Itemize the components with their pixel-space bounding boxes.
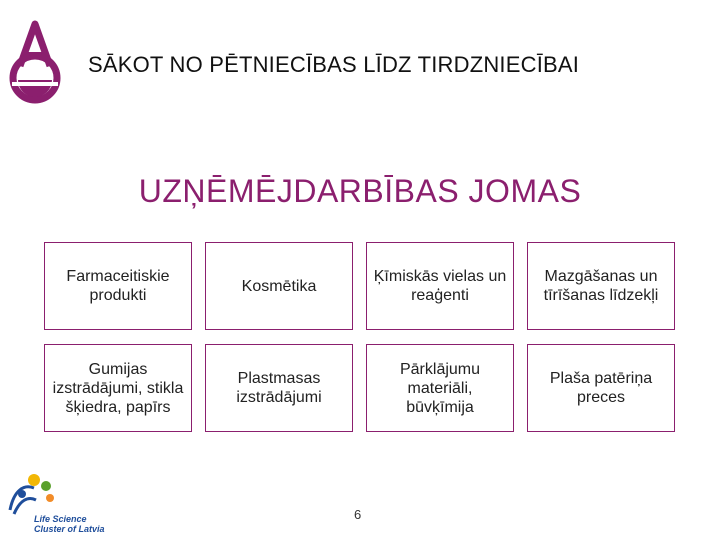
category-box-coatings [366, 344, 514, 432]
cluster-logo-text [34, 514, 105, 534]
category-box-pharmaceuticals [44, 242, 192, 330]
cluster-logo-line2: Cluster of Latvia [34, 524, 105, 534]
page-number: 6 [354, 507, 362, 522]
category-label: Farmaceitiskie produkti [66, 268, 170, 304]
section-title: UZŅĒMĒJDARBĪBAS JOMAS [138, 173, 582, 209]
category-box-plastics [205, 344, 353, 432]
category-box-detergents [527, 242, 675, 330]
category-box-consumer-goods [527, 344, 675, 432]
category-label: Pārklājumu materiāli, būvķīmija [399, 360, 481, 416]
category-box-chemicals [366, 242, 514, 330]
category-label: Mazgāšanas un tīrīšanas līdzekļi [543, 268, 659, 304]
page-header-title: SĀKOT NO PĒTNIECĪBAS LĪDZ TIRDZNIECĪBAI [88, 52, 580, 77]
category-label: Ķīmiskās vielas un reaģenti [373, 268, 507, 304]
category-label: Plaša patēriņa preces [549, 370, 653, 406]
category-label: Gumijas izstrādājumi, stikla šķiedra, papīrs [52, 360, 184, 416]
flask-logo-icon [6, 18, 64, 104]
category-label: Kosmētika [241, 277, 317, 295]
category-box-rubber-fiberglass-paper [44, 344, 192, 432]
category-label: Plastmasas izstrādājumi [236, 370, 322, 406]
cluster-logo-line1: Life Science [34, 514, 87, 524]
category-box-cosmetics [205, 242, 353, 330]
